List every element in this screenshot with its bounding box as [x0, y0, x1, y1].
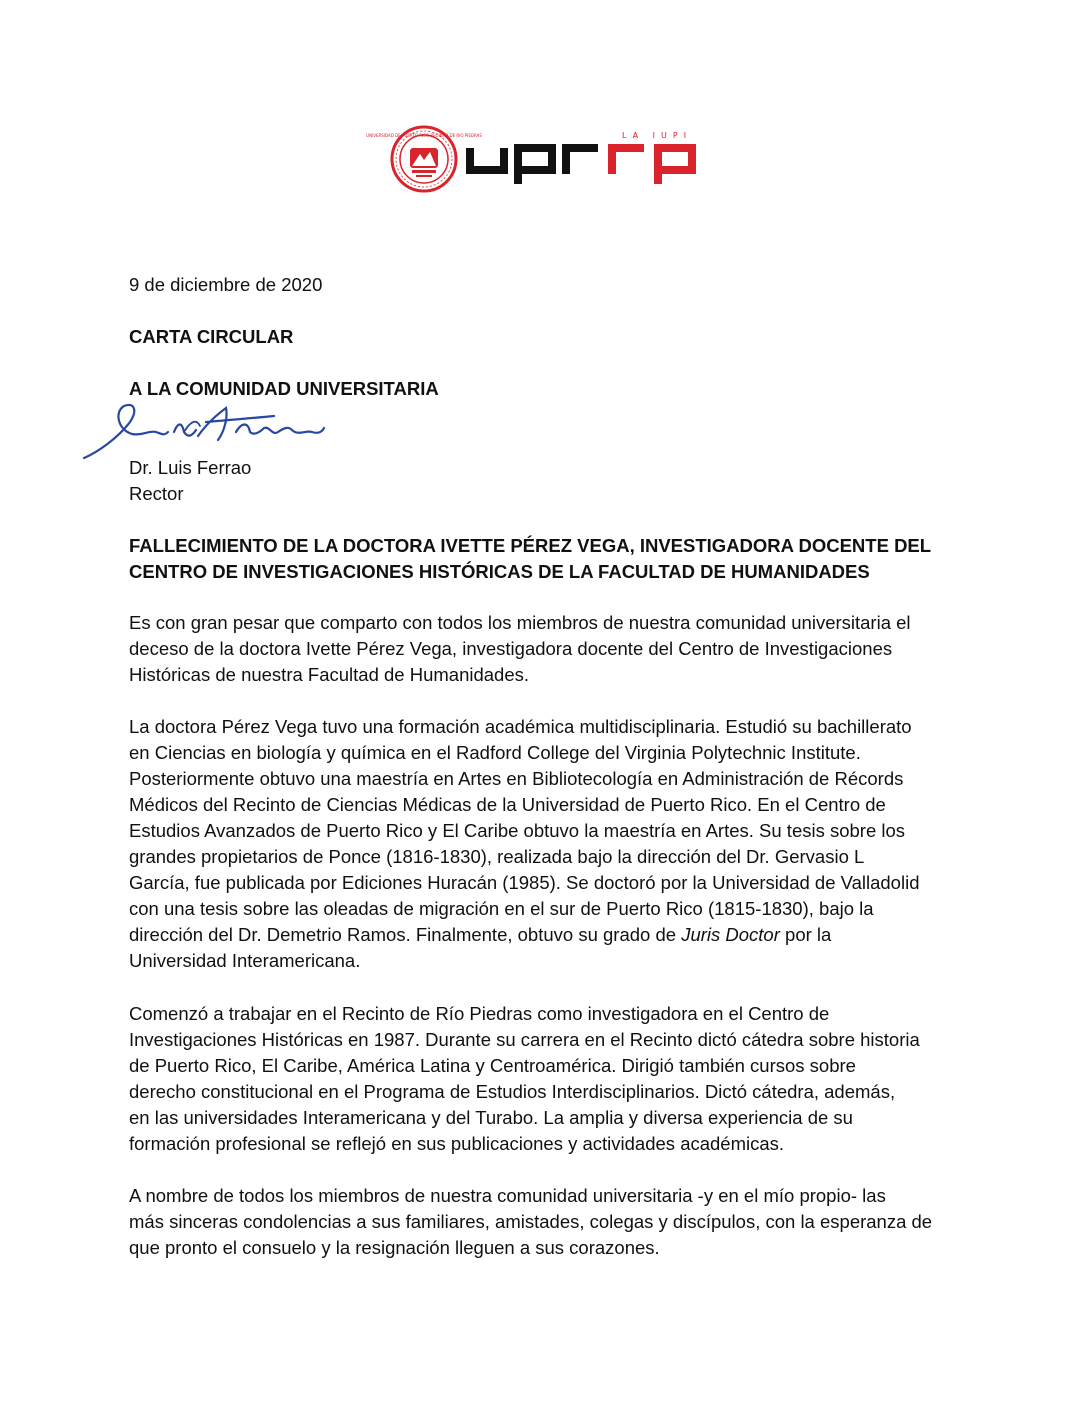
paragraph-line: con una tesis sobre las oleadas de migración en el sur de Puerto Rico (1815-1830), bajo la — [129, 898, 874, 919]
seal-text: UNIVERSIDAD DE PUERTO RICO RECINTO DE RIO PIEDRAS — [366, 133, 482, 138]
paragraph-line: formación profesional se reflejó en sus publicaciones y actividades académicas. — [129, 1133, 785, 1154]
paragraph-line: que pronto el consuelo y la resignación lleguen a sus corazones. — [129, 1237, 660, 1258]
paragraph-line: A nombre de todos los miembros de nuestra comunidad universitaria -y en el mío propio- las — [129, 1185, 886, 1206]
paragraph-line: Médicos del Recinto de Ciencias Médicas de la Universidad de Puerto Rico. En el Centro de — [129, 794, 886, 815]
paragraph-2 — [129, 714, 969, 974]
paragraph-line: derecho constitucional en el Programa de Estudios Interdisciplinarios. Dictó cátedra, además, — [129, 1081, 896, 1102]
paragraph-line: de Puerto Rico, El Caribe, América Latina y Centroamérica. Dirigió también cursos sobre — [129, 1055, 856, 1076]
paragraph-line: grandes propietarios de Ponce (1816-1830), realizada bajo la dirección del Dr. Gervasio L — [129, 846, 865, 867]
paragraph-line: Investigaciones Históricas en 1987. Durante su carrera en el Recinto dictó cátedra sobre historia — [129, 1029, 920, 1050]
paragraph-line: García, fue publicada por Ediciones Huracán (1985). Se doctoró por la Universidad de Valladolid — [129, 872, 920, 893]
italic-term: Juris Doctor — [681, 924, 780, 945]
paragraph-text: por la — [779, 924, 832, 945]
paragraph-line: Universidad Interamericana. — [129, 950, 361, 971]
subject-line-1: FALLECIMIENTO DE LA DOCTORA IVETTE PÉREZ VEGA, INVESTIGADORA DOCENTE DEL — [129, 535, 932, 556]
circular-label: CARTA CIRCULAR — [129, 326, 294, 347]
paragraph-line: deceso de la doctora Ivette Pérez Vega, investigadora docente del Centro de Investigaciones — [129, 638, 893, 659]
paragraph-line-with-italic — [129, 922, 969, 948]
paragraph-4 — [129, 1183, 969, 1261]
paragraph-line: La doctora Pérez Vega tuvo una formación académica multidisciplinaria. Estudió su bachillerato — [129, 716, 912, 737]
signer-name: Dr. Luis Ferrao — [129, 457, 252, 478]
paragraph-line: en Ciencias en biología y química en el Radford College del Virginia Polytechnic Institute. — [129, 742, 861, 763]
paragraph-text: dirección del Dr. Demetrio Ramos. Finalmente, obtuvo su grado de — [129, 924, 682, 945]
recipient-line: A LA COMUNIDAD UNIVERSITARIA — [129, 378, 439, 399]
handwritten-signature — [78, 392, 328, 464]
logo-subtext: LA IUPI — [622, 131, 693, 140]
paragraph-line: Es con gran pesar que comparto con todos los miembros de nuestra comunidad universitaria el — [129, 612, 911, 633]
uprrp-logo-mark — [366, 126, 700, 192]
paragraph-line: más sinceras condolencias a sus familiares, amistades, colegas y discípulos, con la esperanza de — [129, 1211, 933, 1232]
paragraph-line: Comenzó a trabajar en el Recinto de Río Piedras como investigadora en el Centro de — [129, 1003, 830, 1024]
paragraph-line: en las universidades Interamericana y del Turabo. La amplia y diversa experiencia de su — [129, 1107, 853, 1128]
signer-title: Rector — [129, 483, 184, 504]
signer-block — [129, 455, 969, 507]
paragraph-3 — [129, 1001, 969, 1157]
paragraph-line: Estudios Avanzados de Puerto Rico y El Caribe obtuvo la maestría en Artes. Su tesis sobre los — [129, 820, 906, 841]
university-seal-icon — [366, 127, 482, 191]
letter-date: 9 de diciembre de 2020 — [129, 274, 323, 295]
paragraph-line: Posteriormente obtuvo una maestría en Artes en Bibliotecología en Administración de Récords — [129, 768, 904, 789]
paragraph-line: Históricas de nuestra Facultad de Humanidades. — [129, 664, 530, 685]
subject-heading — [129, 533, 969, 585]
paragraph-1 — [129, 610, 969, 688]
uprrp-logo — [366, 126, 700, 192]
subject-line-2: CENTRO DE INVESTIGACIONES HISTÓRICAS DE LA FACULTAD DE HUMANIDADES — [129, 561, 870, 582]
